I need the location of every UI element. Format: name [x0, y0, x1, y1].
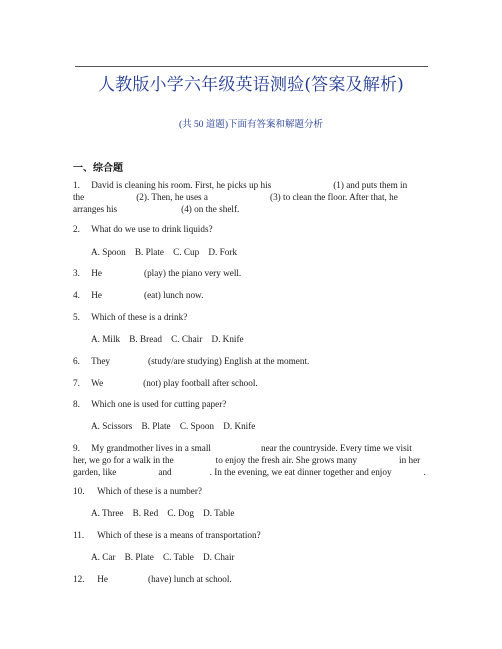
options-2: A. Spoon B. Plate C. Cup D. Fork	[91, 247, 237, 257]
options-11: A. Car B. Plate C. Table D. Chair	[91, 552, 235, 562]
question-12: 12. He (have) lunch at school.	[73, 574, 232, 584]
page-title: 人教版小学六年级英语测验(答案及解析)	[97, 75, 405, 95]
page-subtitle: (共 50 道题)下面有答案和解题分析	[178, 120, 324, 130]
question-9: 9. My grandmother lives in a small near the countryside. Every time we visit her, we go for a walk in the to enjoy the fresh air. She grows many in her garden, like and . In the evening, we eat dinner together and enjoy .	[73, 443, 426, 477]
question-1: 1. David is cleaning his room. First, he picks up his (1) and puts them in the (2). Then, he uses a (3) to clean the floor. After that, he arranges his (4) on the shelf.	[73, 180, 408, 214]
question-6: 6. They (study/are studying) English at the moment.	[73, 356, 310, 366]
question-3: 3. He (play) the piano very well.	[73, 268, 242, 278]
options-5: A. Milk B. Bread C. Chair D. Knife	[91, 334, 244, 344]
section-heading: 一、综合题	[73, 163, 123, 174]
question-2: 2. What do we use to drink liquids?	[73, 224, 213, 234]
question-11: 11. Which of these is a means of transportation?	[73, 530, 261, 540]
question-number: 1.	[73, 180, 80, 190]
question-5: 5. Which of these is a drink?	[73, 312, 188, 322]
question-10: 10. Which of these is a number?	[73, 486, 202, 496]
options-8: A. Scissors B. Plate C. Spoon D. Knife	[91, 421, 256, 431]
question-7: 7. We (not) play football after school.	[73, 378, 258, 388]
question-8: 8. Which one is used for cutting paper?	[73, 399, 227, 409]
header-rule	[75, 66, 428, 67]
question-4: 4. He (eat) lunch now.	[73, 290, 204, 300]
options-10: A. Three B. Red C. Dog D. Table	[91, 508, 235, 518]
